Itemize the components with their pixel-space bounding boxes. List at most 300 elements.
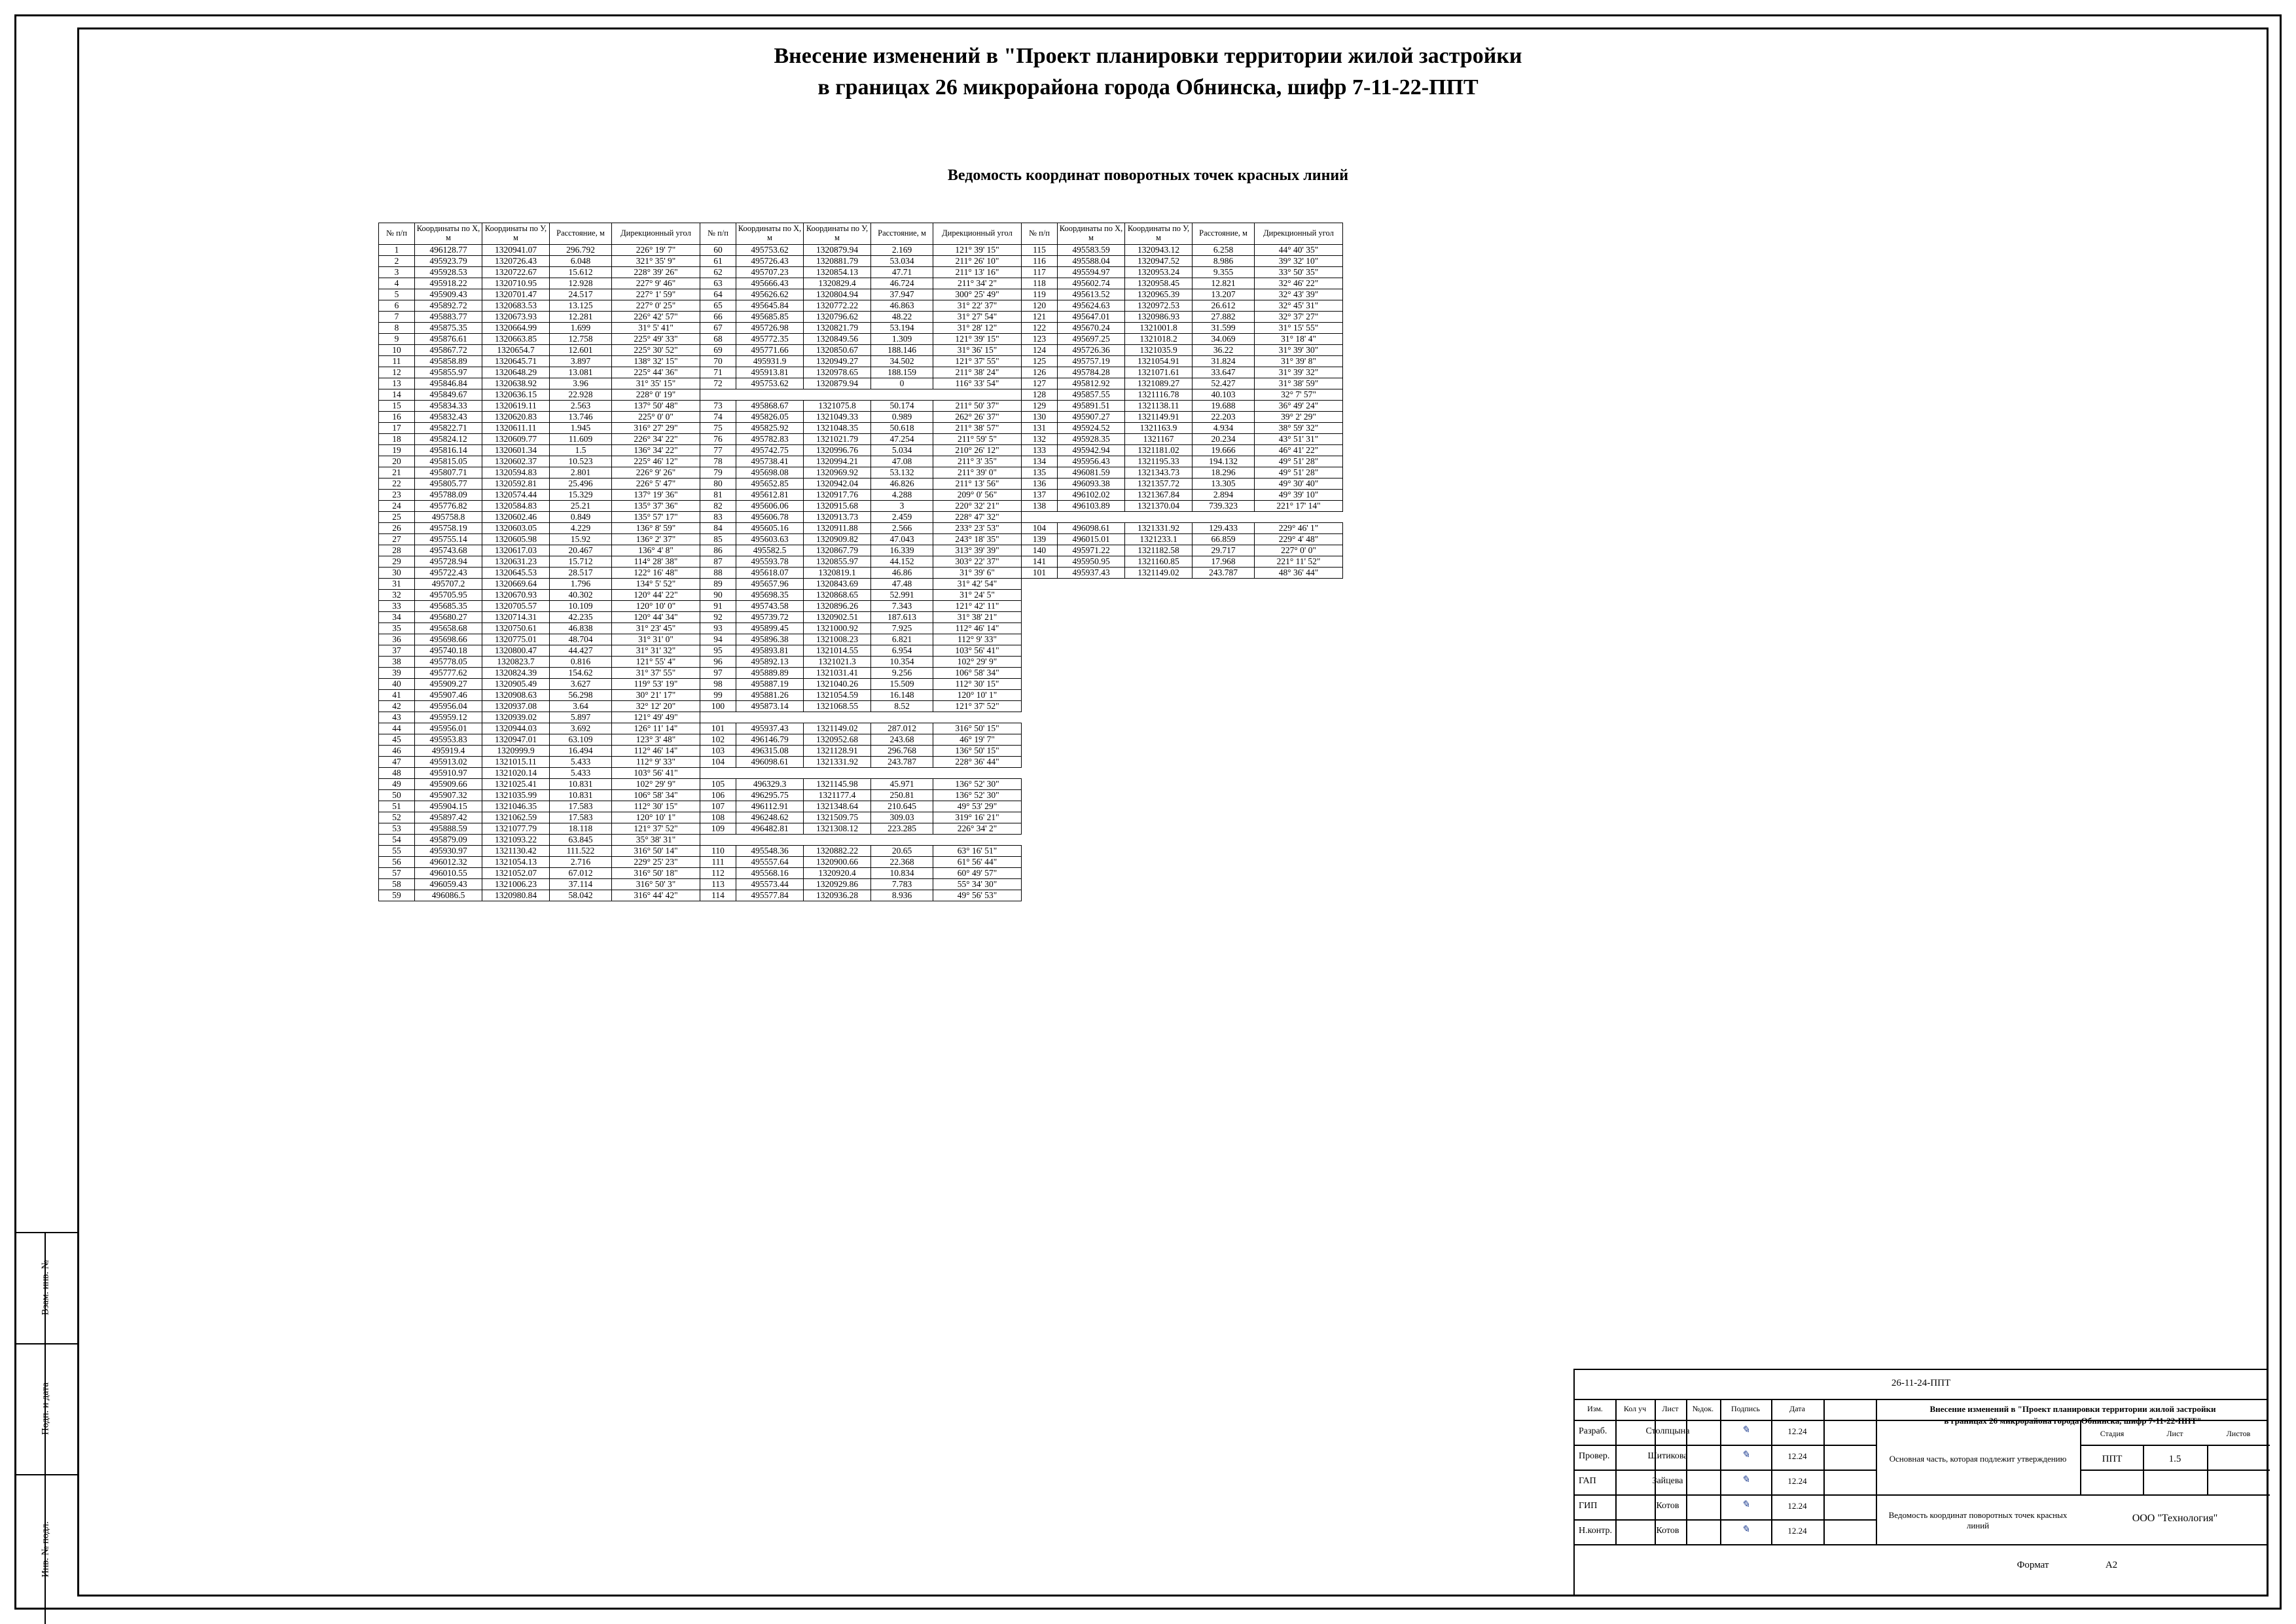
table-cell: 32° 43' 39" xyxy=(1255,289,1343,300)
table-cell: 210.645 xyxy=(871,801,933,812)
table-cell: 107 xyxy=(700,801,736,812)
table-cell: 34.069 xyxy=(1193,333,1255,344)
table-cell: 7 xyxy=(379,311,415,322)
table-cell: 114 xyxy=(700,890,736,901)
table-cell-empty xyxy=(1058,867,1125,878)
table-cell: 21 xyxy=(379,467,415,478)
table-cell: 31° 35' 15" xyxy=(612,378,700,389)
table-cell: 495645.84 xyxy=(736,300,804,311)
table-cell: 1320941.07 xyxy=(482,244,550,255)
table-cell: 300° 25' 49" xyxy=(933,289,1022,300)
table-row xyxy=(379,867,1343,878)
table-cell: 495698.08 xyxy=(736,467,804,478)
table-cell: 495909.66 xyxy=(415,778,482,789)
table-cell: 495776.82 xyxy=(415,500,482,511)
table-row xyxy=(379,545,1343,556)
table-cell: 10.109 xyxy=(550,600,612,611)
table-cell: 1320602.46 xyxy=(482,511,550,522)
table-cell-empty xyxy=(1193,589,1255,600)
table-cell-empty xyxy=(1022,856,1058,867)
table-cell: 495602.74 xyxy=(1058,278,1125,289)
table-cell: 85 xyxy=(700,533,736,545)
table-cell: 40.103 xyxy=(1193,389,1255,400)
table-cell: 111 xyxy=(700,856,736,867)
table-cell: 129 xyxy=(1022,400,1058,411)
th-angle-3: Дирекционный угол xyxy=(1255,223,1343,245)
table-cell: 15.92 xyxy=(550,533,612,545)
table-cell: 5.433 xyxy=(550,767,612,778)
table-cell-empty xyxy=(1022,634,1058,645)
table-cell: 31° 27' 54" xyxy=(933,311,1022,322)
table-cell: 48.22 xyxy=(871,311,933,322)
table-cell-empty xyxy=(1022,823,1058,834)
signature-3: ✎ xyxy=(1741,1500,1750,1510)
table-cell: 303° 22' 37" xyxy=(933,556,1022,567)
table-cell: 1320823.7 xyxy=(482,656,550,667)
table-cell: 221° 17' 14" xyxy=(1255,500,1343,511)
table-cell: 2.894 xyxy=(1193,489,1255,500)
table-cell: 42.235 xyxy=(550,611,612,623)
table-cell: 4.934 xyxy=(1193,422,1255,433)
table-cell: 495924.52 xyxy=(1058,422,1125,433)
table-row xyxy=(379,355,1343,367)
table-cell: 495705.95 xyxy=(415,589,482,600)
coords-table-head xyxy=(379,223,1343,245)
table-cell-empty xyxy=(1058,778,1125,789)
table-cell: 1320942.04 xyxy=(804,478,871,489)
table-cell: 8.52 xyxy=(871,700,933,712)
table-cell-empty xyxy=(1193,656,1255,667)
table-cell: 38° 59' 32" xyxy=(1255,422,1343,433)
table-row xyxy=(379,367,1343,378)
table-cell: 496315.08 xyxy=(736,745,804,756)
table-cell: 42 xyxy=(379,700,415,712)
table-cell: 4.288 xyxy=(871,489,933,500)
table-cell: 194.132 xyxy=(1193,456,1255,467)
table-cell: 136° 2' 37" xyxy=(612,533,700,545)
table-cell: 75 xyxy=(700,422,736,433)
table-cell: 112 xyxy=(700,867,736,878)
table-cell: 1320701.47 xyxy=(482,289,550,300)
table-cell: 495758.19 xyxy=(415,522,482,533)
table-cell-empty xyxy=(1022,712,1058,723)
table-cell: 103° 56' 41" xyxy=(612,767,700,778)
table-cell: 78 xyxy=(700,456,736,467)
table-cell: 211° 34' 2" xyxy=(933,278,1022,289)
table-row xyxy=(379,244,1343,255)
table-cell: 134° 5' 52" xyxy=(612,578,700,589)
table-row xyxy=(379,266,1343,278)
table-cell: 225° 44' 36" xyxy=(612,367,700,378)
table-cell-empty xyxy=(1193,867,1255,878)
table-cell: 39° 32' 10" xyxy=(1255,255,1343,266)
table-cell: 121° 37' 52" xyxy=(933,700,1022,712)
table-cell: 136° 52' 30" xyxy=(933,778,1022,789)
coords-table-group xyxy=(378,223,1343,901)
table-cell: 495899.45 xyxy=(736,623,804,634)
table-cell: 495771.66 xyxy=(736,344,804,355)
page-subtitle: Ведомость координат поворотных точек красных линий xyxy=(947,167,1349,184)
table-cell: 31° 36' 15" xyxy=(933,344,1022,355)
page-title-line2: в границах 26 микрорайона города Обнинска, шифр 7-11-22-ППТ xyxy=(817,75,1479,100)
table-cell: 495875.35 xyxy=(415,322,482,333)
table-cell-empty xyxy=(1193,611,1255,623)
table-cell: 33.647 xyxy=(1193,367,1255,378)
table-row xyxy=(379,489,1343,500)
table-cell: 229° 4' 48" xyxy=(1255,533,1343,545)
table-cell-empty xyxy=(1193,689,1255,700)
table-cell: 23 xyxy=(379,489,415,500)
table-cell: 1320605.98 xyxy=(482,533,550,545)
table-cell: 17 xyxy=(379,422,415,433)
table-cell-empty xyxy=(1193,778,1255,789)
table-cell: 243.787 xyxy=(1193,567,1255,578)
table-cell: 495626.62 xyxy=(736,289,804,300)
table-cell: 1320881.79 xyxy=(804,255,871,266)
table-cell: 226° 42' 57" xyxy=(612,311,700,322)
table-cell: 17.968 xyxy=(1193,556,1255,567)
table-cell: 60° 49' 57" xyxy=(933,867,1022,878)
table-cell: 106° 58' 34" xyxy=(933,667,1022,678)
table-cell: 126° 11' 14" xyxy=(612,723,700,734)
table-cell: 495956.43 xyxy=(1058,456,1125,467)
table-cell: 225° 0' 0" xyxy=(612,411,700,422)
table-cell: 110 xyxy=(700,845,736,856)
table-cell-empty xyxy=(1255,812,1343,823)
table-cell-spacer xyxy=(933,389,1022,400)
stamp-name-0: Столпцына xyxy=(1645,1426,1690,1436)
table-cell: 287.012 xyxy=(871,723,933,734)
table-cell: 136° 4' 8" xyxy=(612,545,700,556)
table-cell-empty xyxy=(1125,734,1193,745)
table-row xyxy=(379,433,1343,444)
table-cell: 495919.4 xyxy=(415,745,482,756)
table-row xyxy=(379,522,1343,533)
table-cell: 1320986.93 xyxy=(1125,311,1193,322)
table-cell: 495753.62 xyxy=(736,378,804,389)
table-cell: 134 xyxy=(1022,456,1058,467)
table-cell: 495857.55 xyxy=(1058,389,1125,400)
table-cell: 119 xyxy=(1022,289,1058,300)
table-cell: 1320617.03 xyxy=(482,545,550,556)
table-cell: 1320705.57 xyxy=(482,600,550,611)
signature-2: ✎ xyxy=(1741,1475,1750,1485)
table-cell: 13 xyxy=(379,378,415,389)
table-cell: 1320636.15 xyxy=(482,389,550,400)
table-cell: 495698.35 xyxy=(736,589,804,600)
table-cell-empty xyxy=(1058,890,1125,901)
table-cell: 111.522 xyxy=(550,845,612,856)
table-cell: 1321046.35 xyxy=(482,801,550,812)
table-cell: 31° 39' 6" xyxy=(933,567,1022,578)
table-cell: 84 xyxy=(700,522,736,533)
table-cell: 495918.22 xyxy=(415,278,482,289)
table-cell: 49 xyxy=(379,778,415,789)
table-cell: 495685.35 xyxy=(415,600,482,611)
table-cell: 112° 46' 14" xyxy=(612,745,700,756)
table-cell-spacer xyxy=(700,834,736,845)
table-cell: 5.034 xyxy=(871,444,933,456)
table-cell: 33 xyxy=(379,600,415,611)
table-cell: 1321163.9 xyxy=(1125,422,1193,433)
table-cell: 106° 58' 34" xyxy=(612,789,700,801)
table-cell: 126 xyxy=(1022,367,1058,378)
th-x-1: Координаты по Х, м xyxy=(415,223,482,245)
table-cell: 103 xyxy=(700,745,736,756)
table-cell: 225° 46' 12" xyxy=(612,456,700,467)
table-cell: 495855.97 xyxy=(415,367,482,378)
table-cell: 211° 39' 0" xyxy=(933,467,1022,478)
table-cell: 1320867.79 xyxy=(804,545,871,556)
table-cell: 10.354 xyxy=(871,656,933,667)
table-cell: 135° 37' 36" xyxy=(612,500,700,511)
table-cell: 228° 0' 19" xyxy=(612,389,700,400)
table-cell: 13.081 xyxy=(550,367,612,378)
format-label: Формат xyxy=(2017,1560,2049,1570)
table-cell-empty xyxy=(1193,823,1255,834)
table-cell-empty xyxy=(1193,878,1255,890)
table-row xyxy=(379,756,1343,767)
table-cell: 1320673.93 xyxy=(482,311,550,322)
table-cell: 81 xyxy=(700,489,736,500)
table-cell: 227° 0' 25" xyxy=(612,300,700,311)
table-cell-empty xyxy=(1255,890,1343,901)
table-cell: 121° 37' 52" xyxy=(612,823,700,834)
table-cell: 103° 56' 41" xyxy=(933,645,1022,656)
table-cell: 243.787 xyxy=(871,756,933,767)
table-cell: 10.831 xyxy=(550,778,612,789)
table-cell: 59 xyxy=(379,890,415,901)
table-cell: 495883.77 xyxy=(415,311,482,322)
table-cell: 495758.8 xyxy=(415,511,482,522)
table-cell: 1321021.79 xyxy=(804,433,871,444)
table-cell: 1321348.64 xyxy=(804,801,871,812)
table-cell-empty xyxy=(1022,845,1058,856)
table-cell: 16.494 xyxy=(550,745,612,756)
table-cell: 495739.72 xyxy=(736,611,804,623)
stamp-role-3: ГИП xyxy=(1579,1501,1598,1511)
table-cell: 14 xyxy=(379,389,415,400)
table-cell: 88 xyxy=(700,567,736,578)
table-cell-empty xyxy=(1125,700,1193,712)
table-cell: 30 xyxy=(379,567,415,578)
table-cell: 9.256 xyxy=(871,667,933,678)
table-cell-empty xyxy=(1125,678,1193,689)
table-cell-empty xyxy=(1058,723,1125,734)
th-y-3: Координаты по У, м xyxy=(1125,223,1193,245)
table-row xyxy=(379,700,1343,712)
table-cell: 316° 50' 3" xyxy=(612,878,700,890)
table-cell: 11 xyxy=(379,355,415,367)
table-row xyxy=(379,623,1343,634)
table-cell: 495930.97 xyxy=(415,845,482,856)
table-cell: 495956.01 xyxy=(415,723,482,734)
table-cell: 1320611.11 xyxy=(482,422,550,433)
table-cell: 1320654.7 xyxy=(482,344,550,355)
format-value: А2 xyxy=(2105,1560,2118,1570)
table-cell-empty xyxy=(1058,756,1125,767)
table-cell-empty xyxy=(1255,600,1343,611)
table-cell: 15.612 xyxy=(550,266,612,278)
table-cell-empty xyxy=(1255,756,1343,767)
table-cell: 495907.27 xyxy=(1058,411,1125,422)
stamp-title-line2: в границах 26 микрорайона города Обнинска, шифр 7-11-22-ППТ" xyxy=(1944,1416,2202,1426)
th-angle-2: Дирекционный угол xyxy=(933,223,1022,245)
stamp-date-4: 12.24 xyxy=(1787,1526,1807,1536)
th-np-1: № п/п xyxy=(379,223,415,245)
table-cell: 495738.41 xyxy=(736,456,804,467)
table-cell: 80 xyxy=(700,478,736,489)
th-np-2: № п/п xyxy=(700,223,736,245)
table-cell: 496010.55 xyxy=(415,867,482,878)
table-cell-empty xyxy=(1058,667,1125,678)
table-cell: 496059.43 xyxy=(415,878,482,890)
table-cell-empty xyxy=(1193,734,1255,745)
table-cell: 112° 30' 15" xyxy=(612,801,700,812)
table-cell: 1321048.35 xyxy=(804,422,871,433)
table-cell: 56 xyxy=(379,856,415,867)
table-cell: 495670.24 xyxy=(1058,322,1125,333)
table-cell: 1321509.75 xyxy=(804,812,871,823)
table-cell: 495697.25 xyxy=(1058,333,1125,344)
table-cell: 495647.01 xyxy=(1058,311,1125,322)
table-cell: 495698.66 xyxy=(415,634,482,645)
table-cell: 136° 52' 30" xyxy=(933,789,1022,801)
table-cell: 47.48 xyxy=(871,578,933,589)
table-cell: 1320584.83 xyxy=(482,500,550,511)
table-cell: 3.64 xyxy=(550,700,612,712)
table-cell: 1321075.8 xyxy=(804,400,871,411)
table-cell: 495879.09 xyxy=(415,834,482,845)
table-cell: 1320824.39 xyxy=(482,667,550,678)
table-cell: 250.81 xyxy=(871,789,933,801)
table-cell: 1320592.81 xyxy=(482,478,550,489)
table-cell-empty xyxy=(1022,734,1058,745)
table-cell: 31 xyxy=(379,578,415,589)
table-cell: 97 xyxy=(700,667,736,678)
table-cell: 228° 47' 32" xyxy=(933,511,1022,522)
signature-4: ✎ xyxy=(1741,1525,1750,1535)
table-cell: 211° 59' 5" xyxy=(933,433,1022,444)
table-cell: 1321145.98 xyxy=(804,778,871,789)
left-margin-stamp xyxy=(14,14,77,1610)
table-cell: 495956.04 xyxy=(415,700,482,712)
table-cell: 1320958.45 xyxy=(1125,278,1193,289)
table-cell: 22 xyxy=(379,478,415,489)
table-cell-empty xyxy=(1022,778,1058,789)
table-row xyxy=(379,723,1343,734)
table-cell: 65 xyxy=(700,300,736,311)
table-cell: 18 xyxy=(379,433,415,444)
table-cell: 28 xyxy=(379,545,415,556)
table-row xyxy=(379,611,1343,623)
table-cell-empty xyxy=(1193,678,1255,689)
table-cell-empty xyxy=(1193,812,1255,823)
table-cell: 1321128.91 xyxy=(804,745,871,756)
stamp-date-1: 12.24 xyxy=(1787,1451,1807,1461)
stamp-col-list: Лист xyxy=(1662,1404,1679,1413)
table-cell: 495897.42 xyxy=(415,812,482,823)
table-cell-empty xyxy=(1255,834,1343,845)
table-row xyxy=(379,823,1343,834)
table-cell-spacer xyxy=(804,389,871,400)
table-row xyxy=(379,333,1343,344)
table-cell: 9.355 xyxy=(1193,266,1255,278)
stamp-name-3: Котов xyxy=(1656,1501,1679,1511)
table-cell: 26.612 xyxy=(1193,300,1255,311)
table-cell: 123° 3' 48" xyxy=(612,734,700,745)
table-cell: 1320943.12 xyxy=(1125,244,1193,255)
table-cell: 49° 51' 28" xyxy=(1255,467,1343,478)
table-cell-empty xyxy=(1255,723,1343,734)
table-cell: 120° 10' 0" xyxy=(612,600,700,611)
table-cell: 54 xyxy=(379,834,415,845)
table-cell: 1321054.13 xyxy=(482,856,550,867)
table-cell: 112° 9' 33" xyxy=(612,756,700,767)
table-row xyxy=(379,689,1343,700)
table-cell-empty xyxy=(1125,801,1193,812)
table-cell-spacer xyxy=(1193,511,1255,522)
table-cell-empty xyxy=(1058,645,1125,656)
table-cell: 1320850.67 xyxy=(804,344,871,355)
table-cell-empty xyxy=(1125,667,1193,678)
stamp-company: ООО "Технология" xyxy=(2132,1513,2218,1524)
table-cell: 136 xyxy=(1022,478,1058,489)
table-cell: 1320854.13 xyxy=(804,266,871,278)
table-cell: 13.207 xyxy=(1193,289,1255,300)
table-cell-empty xyxy=(1058,712,1125,723)
table-cell: 63.845 xyxy=(550,834,612,845)
table-cell: 495928.35 xyxy=(1058,433,1125,444)
table-cell: 112° 9' 33" xyxy=(933,634,1022,645)
table-cell: 63.109 xyxy=(550,734,612,745)
table-cell: 495904.15 xyxy=(415,801,482,812)
table-cell: 495971.22 xyxy=(1058,545,1125,556)
table-cell: 74 xyxy=(700,411,736,422)
th-y-1: Координаты по У, м xyxy=(482,223,550,245)
table-cell: 1321025.41 xyxy=(482,778,550,789)
table-cell: 1320849.56 xyxy=(804,333,871,344)
table-cell: 226° 9' 26" xyxy=(612,467,700,478)
table-cell: 123 xyxy=(1022,333,1058,344)
table-cell: 135° 57' 17" xyxy=(612,511,700,522)
table-cell: 1320843.69 xyxy=(804,578,871,589)
table-cell: 132 xyxy=(1022,433,1058,444)
table-cell: 115 xyxy=(1022,244,1058,255)
table-cell-empty xyxy=(1022,890,1058,901)
table-cell-spacer xyxy=(933,712,1022,723)
table-cell: 495937.43 xyxy=(736,723,804,734)
table-cell: 37.947 xyxy=(871,289,933,300)
table-cell: 2.801 xyxy=(550,467,612,478)
table-cell: 31° 31' 0" xyxy=(612,634,700,645)
table-cell: 1320619.11 xyxy=(482,400,550,411)
table-cell: 495583.59 xyxy=(1058,244,1125,255)
table-cell-empty xyxy=(1058,689,1125,700)
table-cell: 1320879.94 xyxy=(804,244,871,255)
table-cell: 495588.04 xyxy=(1058,255,1125,266)
table-cell: 495892.72 xyxy=(415,300,482,311)
table-cell: 1321370.04 xyxy=(1125,500,1193,511)
table-cell-empty xyxy=(1058,801,1125,812)
table-cell: 31° 39' 8" xyxy=(1255,355,1343,367)
table-cell: 1320996.76 xyxy=(804,444,871,456)
table-row xyxy=(379,444,1343,456)
table-cell: 124 xyxy=(1022,344,1058,355)
table-cell: 108 xyxy=(700,812,736,823)
table-cell: 77 xyxy=(700,444,736,456)
table-cell: 1321308.12 xyxy=(804,823,871,834)
